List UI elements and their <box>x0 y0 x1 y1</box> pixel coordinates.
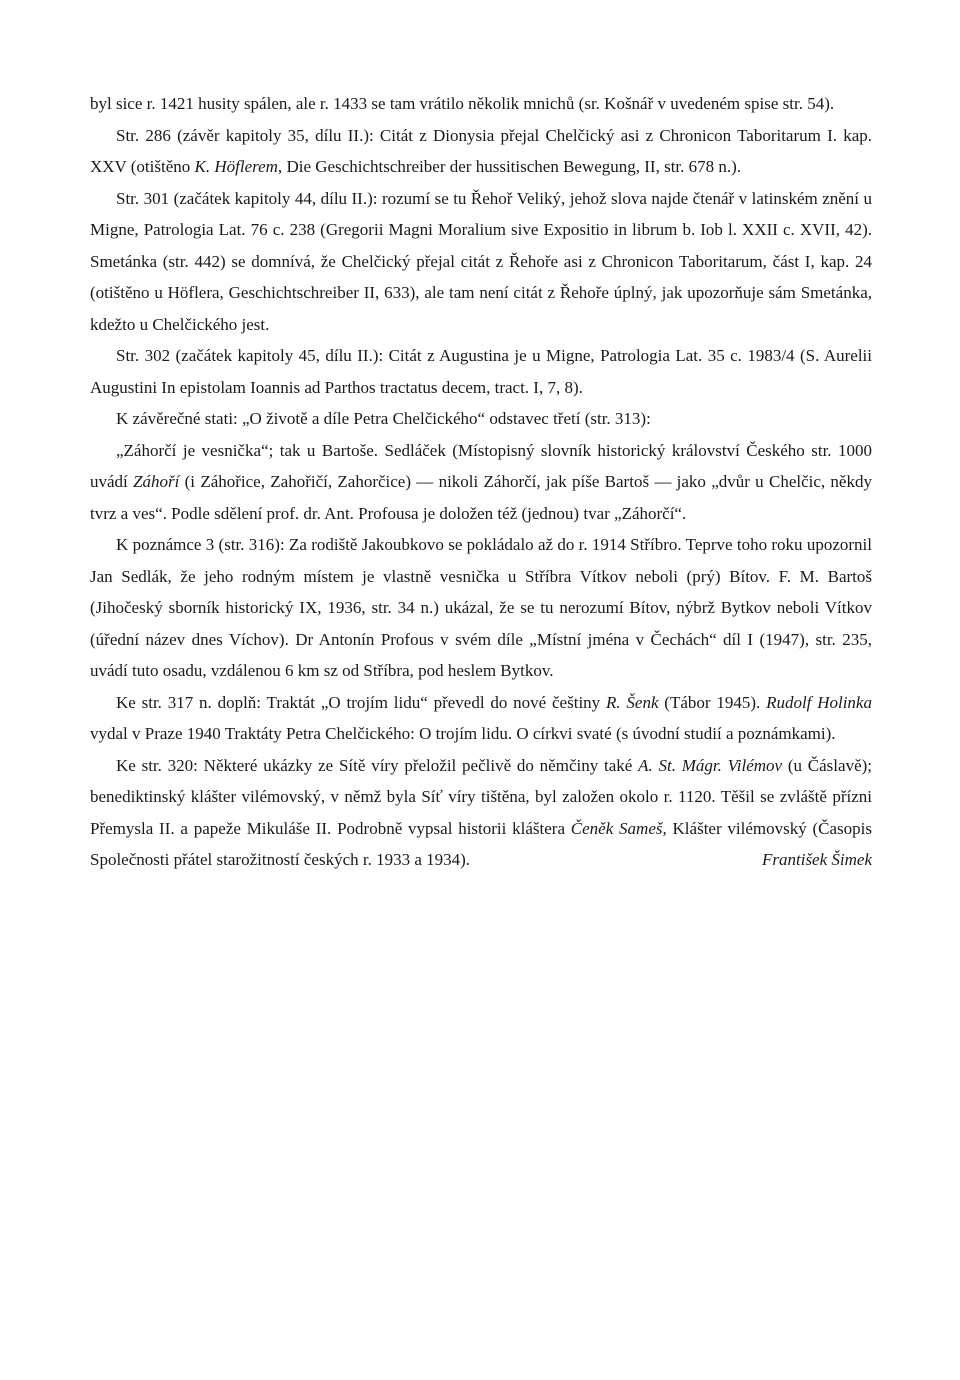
paragraph-text: Klášter vilémovský (Časopis Společnosti přátel starožitností českých r. 1933 a 1934). <box>90 818 873 869</box>
place-name: Záhoří <box>133 472 180 491</box>
paragraph-text: K závěrečné stati: „O životě a díle Petra Chelčického“ odstavec třetí (str. 313): <box>116 409 651 428</box>
author-name: A. St. Mágr. <box>638 755 722 775</box>
author-name: K. Höflerem, <box>194 157 283 176</box>
paragraph-str-301 <box>90 183 872 341</box>
paragraph-text: „Záhorčí je vesnička“; tak u Bartoše. Sedláček (Místopisný slovník historický království Českého str. 1000 uvádí <box>90 440 872 491</box>
paragraph-str-286 <box>90 120 872 183</box>
paragraph-text: Ke str. 317 n. doplň: Traktát „O trojím lidu“ převedl do nové češtiny <box>116 692 606 712</box>
paragraph-poznamka-3 <box>90 529 872 687</box>
paragraph-text: Str. 302 (začátek kapitoly 45, dílu II.): Citát z Augustina je u Migne, Patrologia Lat. 35 c. 1983/4 (S. Aurelii Augustini In epistolam Ioannis ad Parthos tractatus decem, tract. I, 7, 8). <box>90 346 872 397</box>
paragraph-zahorci <box>90 435 872 530</box>
author-name: Rudolf Holinka <box>766 692 872 712</box>
author-name: Čeněk Sameš, <box>570 818 667 838</box>
paragraph-str-317 <box>90 687 872 750</box>
place-name: Vilémov <box>727 755 783 775</box>
paragraph-continuation <box>90 88 872 120</box>
paragraph-text: Str. 301 (začátek kapitoly 44, dílu II.): rozumí se tu Řehoř Veliký, jehož slova najde čtenář v latinském znění u Migne, Patrologia Lat. 76 c. 238 (Gregorii Magni Moralium sive Expositio in librum b. Iob l. XXII c. XVII, 42). Smetánka (str. 442) se domnívá, že Chelčický přejal citát z Řehoře asi z Chronicon Taboritarum, část I, kap. 24 (otištěno u Höflera, Geschichtschreiber II, 633), ale tam není citát z Řehoře úplný, jak upozorňuje sám Smetánka, kdežto u Chelčického jest. <box>90 188 872 334</box>
document-page <box>90 88 872 876</box>
paragraph-text: Str. 286 (závěr kapitoly 35, dílu II.): Citát z Dionysia přejal Chelčický asi z Chronicon Taboritarum I. kap. XXV (otištěno <box>90 125 872 176</box>
paragraph-text: byl sice r. 1421 husity spálen, ale r. 1433 se tam vrátilo několik mnichů (sr. Košnář v uvedeném spise str. 54). <box>90 94 835 113</box>
paragraph-text: (i Záhořice, Zahořičí, Zahorčice) — nikoli Záhorčí, jak píše Bartoš — jako „dvůr u Chelčic, někdy tvrz a ves“. Podle sdělení prof. dr. Ant. Profousa je doložen též (jednou) tvar „Záhorčí“. <box>90 472 872 523</box>
paragraph-text: K poznámce 3 (str. 316): Za rodiště Jakoubkovo se pokládalo až do r. 1914 Stříbro. Teprve toho roku upozornil Jan Sedlák, že jeho rodným místem je vlastně vesnička u Stříbra Vítkov neboli (prý) Bítov. F. M. Bartoš (Jihočeský sborník historický IX, 1936, str. 34 n.) ukázal, že se tu nerozumí Bítov, nýbrž Bytkov neboli Vítkov (úřední název dnes Víchov). Dr Antonín Profous v svém díle „Místní jména v Čechách“ díl I (1947), str. 235, uvádí tuto osadu, vzdálenou 6 km sz od Stříbra, pod heslem Bytkov. <box>90 535 872 680</box>
paragraph-text: Ke str. 320: Některé ukázky ze Sítě víry přeložil pečlivě do němčiny také <box>116 755 639 775</box>
paragraph-zaverecna-stat <box>90 403 872 435</box>
paragraph-text: Die Geschichtschreiber der hussitischen Bewegung, II, str. 678 n.). <box>282 157 742 176</box>
paragraph-str-302 <box>90 340 872 403</box>
author-name: R. Šenk <box>605 692 659 712</box>
paragraph-text: (Tábor 1945). <box>658 692 767 712</box>
paragraph-text: vydal v Praze 1940 Traktáty Petra Chelčického: O trojím lidu. O církvi svaté (s úvodní studií a poznámkami). <box>90 724 836 743</box>
author-signature: František Šimek <box>762 850 872 869</box>
paragraph-text: (u Čáslavě); benediktinský klášter vilémovský, v němž byla Síť víry tištěna, byl založen okolo r. 1120. Těšil se zvláště přízni Přemysla II. a papeže Mikuláše II. Podrobně vypsal historii kláštera <box>90 755 872 838</box>
paragraph-str-320 <box>90 750 872 876</box>
